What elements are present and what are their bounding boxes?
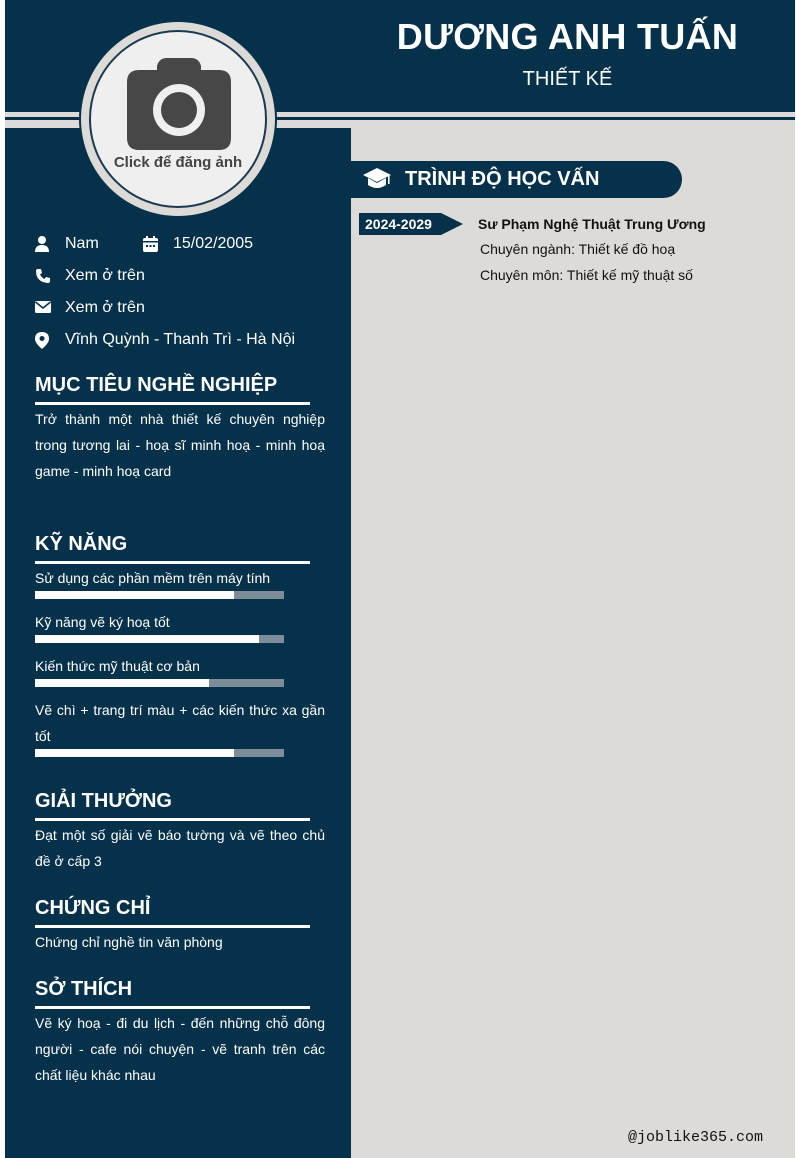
birthday-value: 15/02/2005 xyxy=(173,235,254,252)
certificates-title: CHỨNG CHỈ xyxy=(35,897,151,919)
avatar-upload[interactable] xyxy=(89,30,267,208)
calendar-icon xyxy=(143,236,158,252)
awards-divider xyxy=(35,818,310,821)
objective-text: Trở thành một nhà thiết kế chuyên nghiệp trong tương lai - hoạ sĩ minh hoạ - minh hoạ game - minh hoạ card xyxy=(35,411,325,479)
skill-bar-fill xyxy=(35,635,259,643)
map-pin-icon xyxy=(35,332,49,349)
skill-bar-fill xyxy=(35,749,234,757)
left-column xyxy=(5,128,351,1158)
gender-value: Nam xyxy=(65,235,99,252)
skill-label: Sử dụng các phần mềm trên máy tính xyxy=(35,570,271,586)
skill-bar xyxy=(35,749,284,757)
graduation-cap-icon xyxy=(363,167,391,191)
hobbies-title: SỞ THÍCH xyxy=(35,978,133,1000)
phone-icon xyxy=(35,268,51,284)
skill-bar xyxy=(35,591,284,599)
email-value: Xem ở trên xyxy=(65,299,145,316)
cv-page xyxy=(5,0,795,1158)
skill-label: Kỹ năng vẽ ký hoạ tốt xyxy=(35,614,170,630)
education-period-arrow xyxy=(441,213,463,235)
skill-bar-fill xyxy=(35,591,234,599)
envelope-icon xyxy=(35,300,51,314)
skill-bar-fill xyxy=(35,679,209,687)
hobbies-text: Vẽ ký hoạ - đi du lịch - đến những chỗ đông người - cafe nói chuyện - vẽ tranh trên các chất liệu khác nhau xyxy=(35,1015,325,1083)
awards-text: Đạt một số giải vẽ báo tường và vẽ theo chủ đề ở cấp 3 xyxy=(35,827,325,869)
job-title: THIẾT KẾ xyxy=(522,68,613,90)
skills-divider xyxy=(35,561,310,564)
skill-bar xyxy=(35,679,284,687)
education-period-label: 2024-2029 xyxy=(359,213,441,235)
skills-title: KỸ NĂNG xyxy=(35,533,128,555)
education-major: Chuyên ngành: Thiết kế đồ hoạ xyxy=(480,241,676,257)
user-icon xyxy=(35,236,49,252)
phone-value: Xem ở trên xyxy=(65,267,145,284)
objective-divider xyxy=(35,402,310,405)
candidate-name: DƯƠNG ANH TUẤN xyxy=(396,16,739,57)
avatar-upload-label: Click để đăng ảnh xyxy=(113,154,243,171)
camera-icon xyxy=(127,58,231,150)
avatar[interactable] xyxy=(81,22,275,216)
objective-title: MỤC TIÊU NGHỀ NGHIỆP xyxy=(35,374,278,396)
education-banner xyxy=(351,161,682,198)
skill-bar xyxy=(35,635,284,643)
hobbies-divider xyxy=(35,1006,310,1009)
skill-label: Kiến thức mỹ thuật cơ bản xyxy=(35,658,200,674)
awards-title: GIẢI THƯỞNG xyxy=(35,790,172,812)
education-title: TRÌNH ĐỘ HỌC VẤN xyxy=(405,168,600,190)
address-value: Vĩnh Quỳnh - Thanh Trì - Hà Nội xyxy=(65,331,296,348)
footer-watermark: @joblike365.com xyxy=(628,1129,764,1146)
certificates-text: Chứng chỉ nghề tin văn phòng xyxy=(35,934,223,950)
certificates-divider xyxy=(35,925,310,928)
education-school: Sư Phạm Nghệ Thuật Trung Ương xyxy=(478,216,706,232)
skill-label: Vẽ chì + trang trí màu + các kiến thức xa gần tốt xyxy=(35,702,325,744)
education-specialty: Chuyên môn: Thiết kế mỹ thuật số xyxy=(480,267,693,283)
